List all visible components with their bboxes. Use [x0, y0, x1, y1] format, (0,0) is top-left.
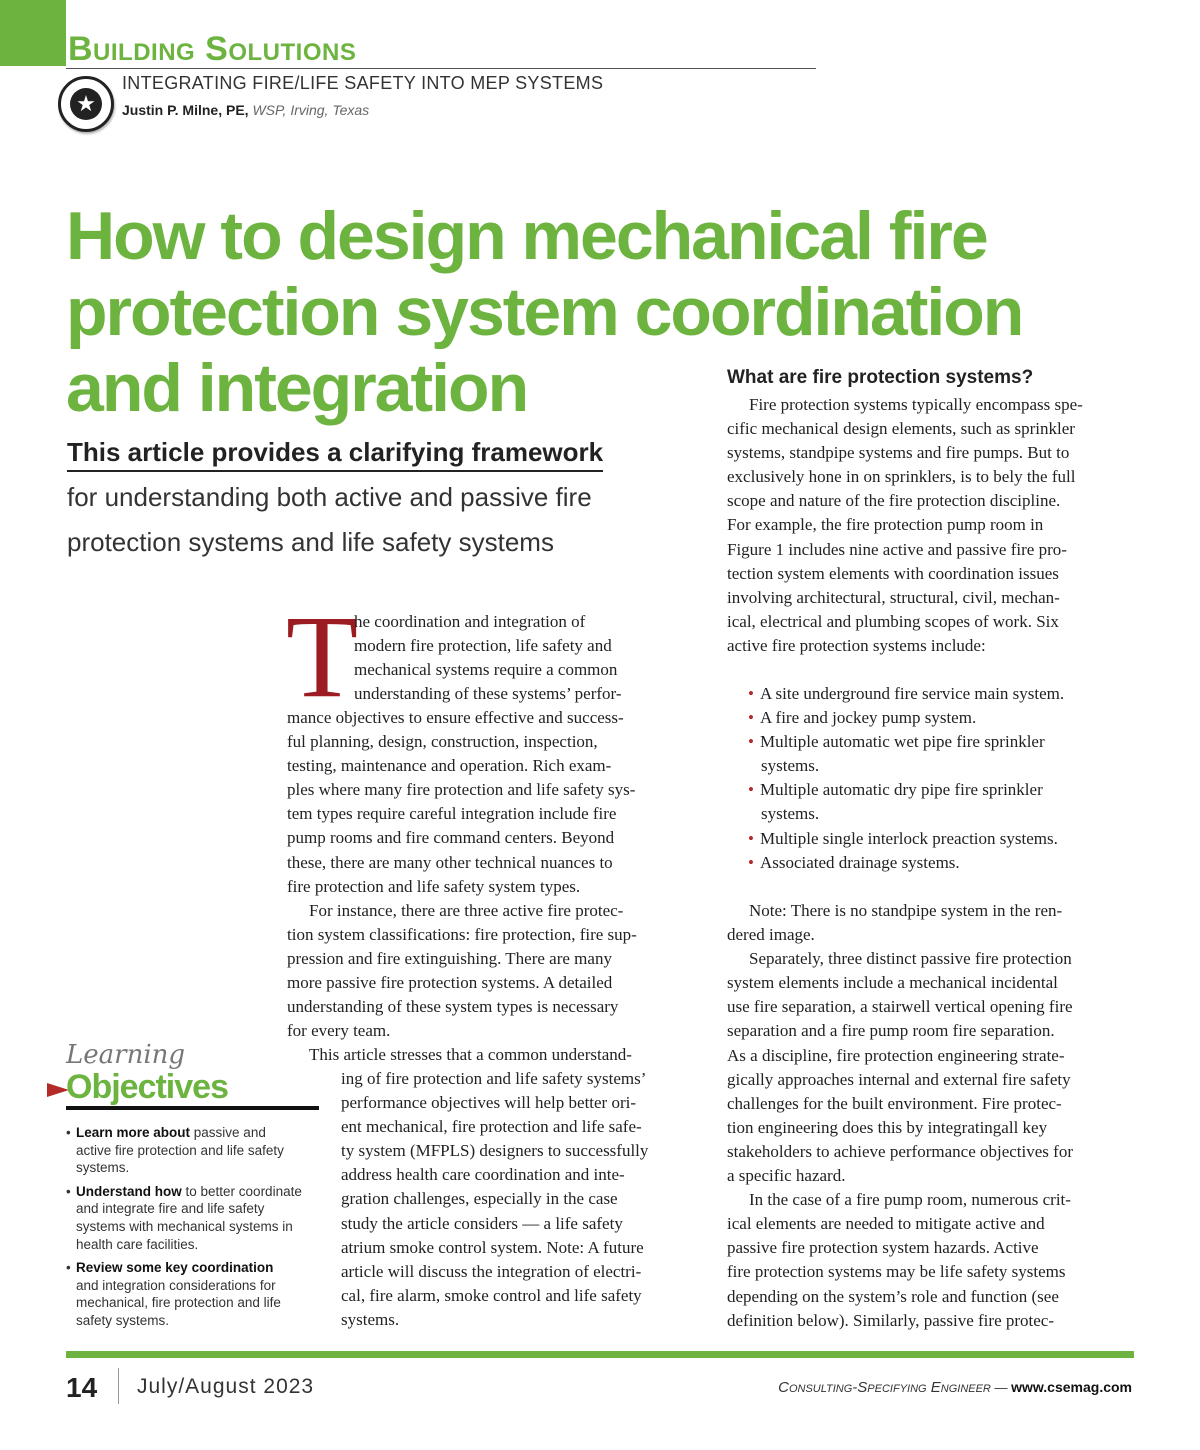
body-line: gration challenges, especially in the case: [341, 1189, 618, 1209]
deck-line: protection systems and life safety systems: [67, 527, 554, 557]
body-line: address health care coordination and inte-: [341, 1165, 625, 1185]
body-line: for every team.: [287, 1021, 391, 1041]
peer-reviewed-seal: [58, 76, 114, 132]
body-line: understanding of these systems’ perfor-: [354, 684, 622, 704]
body-line: ent mechanical, fire protection and life safe-: [341, 1117, 642, 1137]
bullet-icon: •: [748, 828, 754, 848]
body-line: ical, electrical and plumbing scopes of work. Six: [727, 611, 1059, 631]
body-column-1: [287, 706, 637, 1067]
body-line: Figure 1 includes nine active and passive fire pro-: [727, 539, 1067, 559]
body-line: challenges for the built environment. Fire protec-: [727, 1093, 1062, 1113]
bullet-icon: •: [748, 732, 754, 752]
body-line: mechanical systems require a common: [354, 660, 618, 680]
body-line: gically approaches internal and external fire safety: [727, 1069, 1071, 1089]
objectives-list: [66, 1124, 324, 1336]
body-line: he coordination and integration of: [354, 612, 586, 631]
body-line: scope and nature of the fire protection discipline.: [727, 491, 1061, 511]
list-item-cont: systems.: [761, 804, 820, 824]
title-line: How to design mechanical fire: [66, 198, 987, 274]
title-line: and integration: [66, 350, 528, 426]
body-line: passive fire protection system hazards. Active: [727, 1238, 1039, 1258]
body-line: dered image.: [727, 925, 815, 945]
body-line: use fire separation, a stairwell vertical opening fire: [727, 997, 1073, 1017]
body-line: ful planning, design, construction, inspection,: [287, 732, 598, 752]
issue-date: July/August 2023: [137, 1375, 315, 1398]
magazine-url[interactable]: www.csemag.com: [1011, 1379, 1132, 1395]
body-line: tem types require careful integration include fire: [287, 804, 617, 824]
list-item: • A site underground fire service main system.: [748, 684, 1065, 703]
page-number: 14: [66, 1372, 98, 1403]
magazine-name: Consulting-Specifying Engineer: [778, 1379, 991, 1396]
footer-rule: [66, 1351, 1134, 1358]
objectives-rule: [66, 1106, 319, 1110]
body-line: tion system classifications: fire protection, fire sup-: [287, 924, 637, 944]
objective-item: • Understand how to better coordinate and integrate fire and life safety systems with mechanical systems in health care facilities.: [66, 1183, 324, 1253]
author-affiliation: WSP, Irving, Texas: [252, 102, 370, 118]
subhead: What are fire protection systems?: [727, 367, 1034, 388]
header-rule: [66, 68, 816, 69]
bullet-icon: •: [748, 780, 754, 800]
body-line: mance objectives to ensure effective and success-: [287, 708, 624, 727]
byline: [122, 102, 369, 118]
section-color-tab: [0, 0, 66, 66]
footer-divider: [118, 1368, 119, 1404]
body-line: these, there are many other technical nuances to: [287, 852, 613, 872]
footer-dash: —: [994, 1380, 1008, 1395]
bullet-icon: •: [748, 708, 754, 728]
body-line: Note: There is no standpipe system in the ren-: [749, 901, 1063, 920]
magazine-credit: [778, 1379, 1132, 1396]
body-column-2-para2: [727, 899, 1073, 1333]
star-icon: ★: [70, 88, 102, 120]
bullet-icon: •: [748, 684, 754, 703]
body-line: In the case of a fire pump room, numerous crit-: [749, 1190, 1071, 1210]
body-line: stakeholders to achieve performance objectives for: [727, 1141, 1073, 1161]
body-column-1-wrap: [341, 1067, 648, 1332]
drop-cap: T: [286, 591, 359, 722]
objective-item: • Review some key coordination and integration considerations for mechanical, fire protection and life safety systems.: [66, 1259, 324, 1329]
body-line: exclusively hone in on sprinklers, is to bely the full: [727, 467, 1076, 487]
body-line: Fire protection systems typically encompass spe-: [749, 395, 1083, 414]
body-line: more passive fire protection systems. A detailed: [287, 973, 613, 993]
body-line: study the article considers — a life safety: [341, 1213, 623, 1233]
body-line: system elements include a mechanical incidental: [727, 973, 1058, 993]
bullet-icon: •: [748, 852, 754, 872]
body-line: a specific hazard.: [727, 1166, 846, 1186]
body-line: ical elements are needed to mitigate active and: [727, 1214, 1045, 1234]
kicker: INTEGRATING FIRE/LIFE SAFETY INTO MEP SYSTEMS: [122, 73, 604, 93]
body-line: cal, fire alarm, smoke control and life safety: [341, 1285, 642, 1305]
body-line: systems.: [341, 1309, 400, 1329]
body-line: ples where many fire protection and life safety sys-: [287, 780, 636, 800]
list-item-cont: systems.: [761, 756, 820, 776]
body-line: involving architectural, structural, civil, mechan-: [727, 587, 1060, 607]
learning-label: Learning: [66, 1040, 186, 1070]
body-column-1-intro: [354, 610, 622, 706]
deck-lead: This article provides a clarifying framework: [67, 437, 603, 472]
deck-line: for understanding both active and passive fire: [67, 482, 592, 512]
body-line: performance objectives will help better ori-: [341, 1093, 637, 1113]
body-line: tion engineering does this by integratingall key: [727, 1117, 1048, 1137]
body-column-2-para1: [727, 393, 1083, 658]
section-heading: Building Solutions: [68, 30, 357, 68]
body-line: understanding of these system types is necessary: [287, 997, 619, 1017]
body-line: cific mechanical design elements, such as sprinkler: [727, 419, 1075, 439]
body-line: testing, maintenance and operation. Rich exam-: [287, 756, 612, 776]
body-line: ty system (MFPLS) designers to successfully: [341, 1141, 649, 1161]
body-line: definition below). Similarly, passive fire protec-: [727, 1310, 1055, 1330]
article-title: [66, 198, 1126, 426]
body-line: article will discuss the integration of electri-: [341, 1261, 642, 1281]
body-line: For example, the fire protection pump room in: [727, 515, 1044, 535]
body-line: As a discipline, fire protection engineering strate-: [727, 1045, 1065, 1065]
body-line: fire protection and life safety system types.: [287, 876, 581, 896]
body-line: tection system elements with coordination issues: [727, 563, 1059, 583]
list-item: • Multiple automatic dry pipe fire sprinkler: [748, 780, 1043, 800]
body-line: active fire protection systems include:: [727, 635, 986, 655]
body-line: fire protection systems may be life safety systems: [727, 1262, 1066, 1282]
body-line: depending on the system’s role and function (see: [727, 1286, 1059, 1306]
body-line: Separately, three distinct passive fire protection: [749, 949, 1072, 969]
list-item: • Multiple single interlock preaction systems.: [748, 828, 1058, 848]
objectives-label: Objectives: [66, 1068, 228, 1106]
body-line: For instance, there are three active fire protec-: [309, 900, 624, 920]
body-line: This article stresses that a common understand-: [309, 1045, 632, 1065]
body-line: systems, standpipe systems and fire pumps. But to: [727, 443, 1070, 463]
body-line: pression and fire extinguishing. There are many: [287, 948, 612, 968]
body-line: ing of fire protection and life safety systems’: [341, 1069, 647, 1088]
body-line: modern fire protection, life safety and: [354, 636, 612, 656]
body-line: separation and a fire pump room fire separation.: [727, 1021, 1055, 1041]
list-item: • A fire and jockey pump system.: [748, 708, 977, 728]
body-line: atrium smoke control system. Note: A future: [341, 1237, 644, 1257]
objective-item: • Learn more about passive and active fire protection and life safety systems.: [66, 1124, 324, 1177]
body-line: pump rooms and fire command centers. Beyond: [287, 828, 615, 848]
author-name: Justin P. Milne, PE,: [122, 102, 249, 118]
title-line: protection system coordination: [66, 274, 1023, 350]
list-item: • Multiple automatic wet pipe fire sprinkler: [748, 732, 1045, 752]
bullet-list: [748, 682, 1064, 875]
list-item: • Associated drainage systems.: [748, 852, 960, 872]
